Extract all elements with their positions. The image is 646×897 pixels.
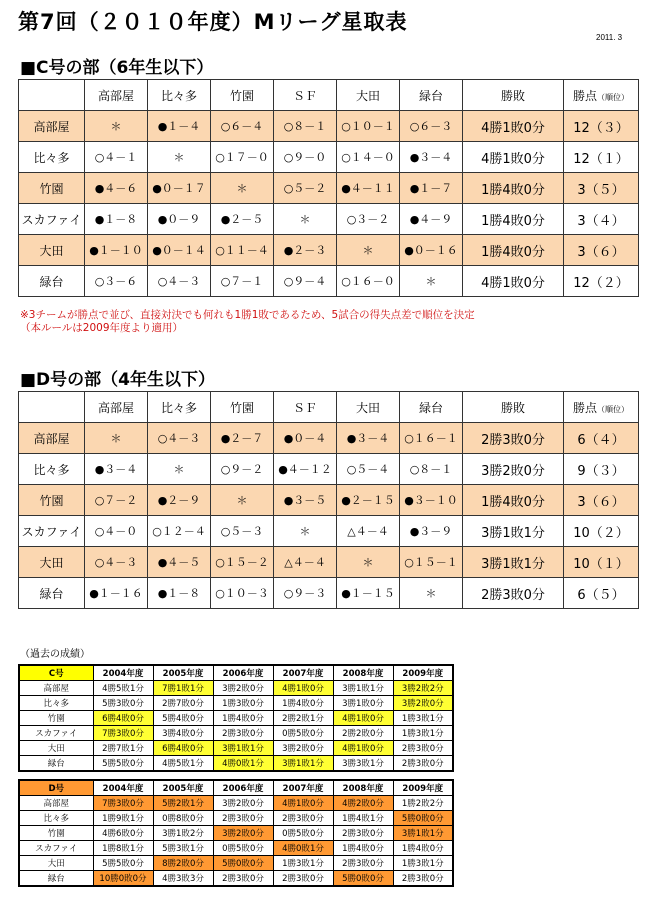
win-loss-record: 1勝4敗0分 — [463, 204, 564, 235]
match-result: ○７－２ — [85, 485, 148, 516]
match-result: ○１２－４ — [148, 516, 211, 547]
match-result: ●０－１７ — [148, 173, 211, 204]
past-record: 2勝3敗0分 — [333, 826, 393, 841]
match-result: ＊ — [274, 204, 337, 235]
year-header: 2004年度 — [93, 665, 153, 681]
column-header: 竹園 — [211, 80, 274, 111]
past-team-row — [19, 841, 453, 856]
column-header: ＳＦ — [274, 80, 337, 111]
past-record: 7勝3敗0分 — [93, 726, 153, 741]
match-result: ●２－３ — [274, 235, 337, 266]
past-results-table-d — [18, 779, 454, 887]
win-loss-record: 2勝3敗0分 — [463, 423, 564, 454]
win-loss-record: 3勝2敗0分 — [463, 454, 564, 485]
past-team-row — [19, 811, 453, 826]
match-result: ○１０－１ — [337, 111, 400, 142]
match-result: ○１５－１ — [400, 547, 463, 578]
past-record: 2勝3敗0分 — [213, 871, 273, 887]
match-result: ○４－３ — [148, 423, 211, 454]
match-result: ●３－５ — [274, 485, 337, 516]
match-result: ●３－４ — [400, 142, 463, 173]
match-result: ＊ — [337, 235, 400, 266]
match-result: ＊ — [211, 173, 274, 204]
past-record: 4勝2敗0分 — [333, 796, 393, 811]
team-row — [19, 454, 639, 485]
win-loss-record: 1勝4敗0分 — [463, 235, 564, 266]
team-name: 高部屋 — [19, 423, 85, 454]
column-header — [564, 392, 639, 423]
past-record: 2勝3敗0分 — [213, 726, 273, 741]
past-record: 3勝1敗1分 — [213, 741, 273, 756]
past-record: 7勝3敗0分 — [93, 796, 153, 811]
past-team-name: スカファイ — [19, 726, 93, 741]
past-record: 2勝3敗0分 — [393, 756, 453, 772]
past-record: 1勝3敗1分 — [393, 711, 453, 726]
division-label: D号 — [19, 780, 93, 796]
past-record: 0勝5敗0分 — [213, 841, 273, 856]
points-rank: 12（３） — [564, 111, 639, 142]
points-rank: 6（５） — [564, 578, 639, 609]
year-header: 2009年度 — [393, 780, 453, 796]
team-row — [19, 547, 639, 578]
match-result: ○４－０ — [85, 516, 148, 547]
match-result: ○１５－２ — [211, 547, 274, 578]
column-header: 比々多 — [148, 80, 211, 111]
past-record: 0勝5敗0分 — [273, 826, 333, 841]
past-team-name: 竹園 — [19, 711, 93, 726]
past-team-name: 大田 — [19, 856, 93, 871]
note-line-2: （本ルールは2009年度より適用） — [20, 322, 184, 334]
past-record: 2勝7敗1分 — [93, 741, 153, 756]
match-result: ●１－１０ — [85, 235, 148, 266]
past-record: 1勝4敗0分 — [213, 711, 273, 726]
team-row — [19, 235, 639, 266]
past-record: 1勝4敗0分 — [273, 696, 333, 711]
past-record: 0勝8敗0分 — [153, 811, 213, 826]
match-result: ●３－９ — [400, 516, 463, 547]
past-record: 1勝4敗0分 — [333, 841, 393, 856]
past-results-heading: （過去の成績） — [20, 649, 90, 660]
team-name: 大田 — [19, 547, 85, 578]
past-record: 3勝2敗0分 — [213, 796, 273, 811]
match-result: ●１－１６ — [85, 578, 148, 609]
match-result: ○９－３ — [274, 578, 337, 609]
past-record: 4勝1敗0分 — [273, 681, 333, 696]
past-team-name: 竹園 — [19, 826, 93, 841]
column-header: 大田 — [337, 80, 400, 111]
match-result: ●２－５ — [211, 204, 274, 235]
match-result: ●１－８ — [85, 204, 148, 235]
points-rank: 3（６） — [564, 485, 639, 516]
column-header: 緑台 — [400, 80, 463, 111]
match-result: ○９－０ — [274, 142, 337, 173]
past-team-row — [19, 856, 453, 871]
past-record: 3勝4敗0分 — [153, 726, 213, 741]
past-record: 5勝3敗0分 — [93, 696, 153, 711]
column-header: ＳＦ — [274, 392, 337, 423]
past-record: 1勝2敗2分 — [393, 796, 453, 811]
match-result: ○１７－０ — [211, 142, 274, 173]
match-result: ●２－１５ — [337, 485, 400, 516]
past-record: 5勝5敗0分 — [93, 856, 153, 871]
past-team-row — [19, 726, 453, 741]
points-rank: 10（２） — [564, 516, 639, 547]
past-record: 4勝1敗0分 — [273, 796, 333, 811]
past-team-row — [19, 756, 453, 772]
past-record: 1勝3敗1分 — [393, 856, 453, 871]
match-result: ＊ — [85, 111, 148, 142]
team-row — [19, 173, 639, 204]
past-record: 1勝3敗1分 — [393, 726, 453, 741]
team-name: 比々多 — [19, 454, 85, 485]
points-rank: 3（５） — [564, 173, 639, 204]
win-loss-record: 4勝1敗0分 — [463, 111, 564, 142]
points-rank: 12（１） — [564, 142, 639, 173]
past-record: 1勝4敗0分 — [393, 841, 453, 856]
year-header: 2005年度 — [153, 665, 213, 681]
league-table-d — [18, 391, 639, 609]
past-team-row — [19, 696, 453, 711]
past-record: 2勝3敗0分 — [213, 811, 273, 826]
match-result: ●０－１６ — [400, 235, 463, 266]
match-result: ●２－７ — [211, 423, 274, 454]
past-record: 7勝1敗1分 — [153, 681, 213, 696]
past-record: 5勝0敗0分 — [213, 856, 273, 871]
past-record: 4勝6敗0分 — [93, 826, 153, 841]
match-result: ○５－２ — [274, 173, 337, 204]
team-name: 比々多 — [19, 142, 85, 173]
past-record: 5勝3敗1分 — [153, 841, 213, 856]
past-record: 4勝3敗3分 — [153, 871, 213, 887]
past-record: 2勝3敗0分 — [393, 871, 453, 887]
date-label: 2011. 3 — [596, 33, 623, 42]
match-result: ○１１－４ — [211, 235, 274, 266]
points-rank: 10（１） — [564, 547, 639, 578]
match-result: △４－４ — [337, 516, 400, 547]
column-header: 高部屋 — [85, 392, 148, 423]
points-header-label: 勝点 — [572, 88, 597, 103]
past-record: 5勝2敗1分 — [153, 796, 213, 811]
past-record: 3勝1敗1分 — [333, 681, 393, 696]
win-loss-record: 1勝4敗0分 — [463, 485, 564, 516]
match-result: ○１４－０ — [337, 142, 400, 173]
win-loss-record: 3勝1敗1分 — [463, 516, 564, 547]
match-result: ●４－１１ — [337, 173, 400, 204]
past-record: 8勝2敗0分 — [153, 856, 213, 871]
match-result: ＊ — [211, 485, 274, 516]
past-record: 5勝0敗0分 — [393, 811, 453, 826]
team-name: 高部屋 — [19, 111, 85, 142]
team-row — [19, 142, 639, 173]
match-result: ○４－３ — [148, 266, 211, 297]
match-result: ●４－６ — [85, 173, 148, 204]
match-result: ●４－１２ — [274, 454, 337, 485]
past-record: 6勝4敗0分 — [153, 741, 213, 756]
section-c-heading: ■C号の部（6年生以下） — [20, 58, 214, 78]
team-row — [19, 111, 639, 142]
past-record: 1勝3敗1分 — [273, 856, 333, 871]
past-header-row — [19, 780, 453, 796]
past-record: 5勝5敗0分 — [93, 756, 153, 772]
match-result: ○７－１ — [211, 266, 274, 297]
team-name: 緑台 — [19, 266, 85, 297]
match-result: ＊ — [400, 578, 463, 609]
past-record: 1勝4敗1分 — [333, 811, 393, 826]
match-result: ○５－３ — [211, 516, 274, 547]
past-team-name: 比々多 — [19, 696, 93, 711]
past-record: 5勝4敗0分 — [153, 711, 213, 726]
past-record: 3勝1敗1分 — [273, 756, 333, 772]
past-record: 4勝0敗1分 — [213, 756, 273, 772]
page-title: 第7回（２０１０年度）Mリーグ星取表 — [18, 10, 408, 34]
rank-header-label: （順位） — [597, 404, 629, 414]
year-header: 2009年度 — [393, 665, 453, 681]
corner-cell — [19, 80, 85, 111]
column-header: 勝敗 — [463, 392, 564, 423]
column-header: 大田 — [337, 392, 400, 423]
match-result: ●１－７ — [400, 173, 463, 204]
past-record: 4勝0敗1分 — [273, 841, 333, 856]
match-result: ＊ — [85, 423, 148, 454]
corner-cell — [19, 392, 85, 423]
match-result: ●１－１５ — [337, 578, 400, 609]
points-rank: 6（４） — [564, 423, 639, 454]
win-loss-record: 3勝1敗1分 — [463, 547, 564, 578]
past-header-row — [19, 665, 453, 681]
match-result: ●２－９ — [148, 485, 211, 516]
past-record: 1勝8敗1分 — [93, 841, 153, 856]
past-record: 0勝5敗0分 — [273, 726, 333, 741]
past-record: 1勝9敗1分 — [93, 811, 153, 826]
league-table-c — [18, 79, 639, 297]
match-result: △４－４ — [274, 547, 337, 578]
team-row — [19, 578, 639, 609]
past-record: 2勝2敗0分 — [333, 726, 393, 741]
year-header: 2007年度 — [273, 780, 333, 796]
team-name: 竹園 — [19, 485, 85, 516]
match-result: ●３－１０ — [400, 485, 463, 516]
team-row — [19, 423, 639, 454]
match-result: ●１－４ — [148, 111, 211, 142]
past-record: 3勝2敗0分 — [273, 741, 333, 756]
team-row — [19, 266, 639, 297]
rank-header-label: （順位） — [597, 92, 629, 102]
year-header: 2004年度 — [93, 780, 153, 796]
past-record: 3勝1敗0分 — [333, 696, 393, 711]
team-row — [19, 516, 639, 547]
team-name: 緑台 — [19, 578, 85, 609]
year-header: 2008年度 — [333, 665, 393, 681]
past-team-name: 緑台 — [19, 871, 93, 887]
team-row — [19, 485, 639, 516]
team-name: スカファイ — [19, 516, 85, 547]
match-result: ＊ — [148, 142, 211, 173]
year-header: 2005年度 — [153, 780, 213, 796]
past-record: 3勝2敗0分 — [393, 696, 453, 711]
team-name: 竹園 — [19, 173, 85, 204]
note-line-1: ※3チームが勝点で並び、直接対決でも何れも1勝1敗であるため、5試合の得失点差で順位を決定 — [20, 309, 475, 321]
past-team-name: 高部屋 — [19, 796, 93, 811]
header-row — [19, 392, 639, 423]
match-result: ○１６－０ — [337, 266, 400, 297]
match-result: ●０－１４ — [148, 235, 211, 266]
past-record: 2勝3敗0分 — [273, 871, 333, 887]
match-result: ＊ — [400, 266, 463, 297]
past-team-row — [19, 826, 453, 841]
team-row — [19, 204, 639, 235]
past-record: 4勝5敗1分 — [153, 756, 213, 772]
tiebreak-note — [20, 309, 475, 335]
match-result: ＊ — [337, 547, 400, 578]
match-result: ●０－４ — [274, 423, 337, 454]
column-header: 勝敗 — [463, 80, 564, 111]
past-team-row — [19, 711, 453, 726]
year-header: 2006年度 — [213, 780, 273, 796]
past-team-row — [19, 741, 453, 756]
match-result: ＊ — [274, 516, 337, 547]
past-record: 2勝3敗0分 — [333, 856, 393, 871]
past-record: 3勝3敗1分 — [333, 756, 393, 772]
past-record: 5勝0敗0分 — [333, 871, 393, 887]
team-name: 大田 — [19, 235, 85, 266]
match-result: ○６－３ — [400, 111, 463, 142]
past-record: 2勝3敗0分 — [273, 811, 333, 826]
match-result: ○３－６ — [85, 266, 148, 297]
year-header: 2008年度 — [333, 780, 393, 796]
match-result: ○１０－３ — [211, 578, 274, 609]
past-team-row — [19, 871, 453, 887]
match-result: ＊ — [148, 454, 211, 485]
past-record: 4勝5敗1分 — [93, 681, 153, 696]
win-loss-record: 1勝4敗0分 — [463, 173, 564, 204]
past-record: 6勝4敗0分 — [93, 711, 153, 726]
past-record: 2勝2敗1分 — [273, 711, 333, 726]
match-result: ○４－１ — [85, 142, 148, 173]
header-row — [19, 80, 639, 111]
match-result: ○４－３ — [85, 547, 148, 578]
past-record: 2勝7敗0分 — [153, 696, 213, 711]
team-name: スカファイ — [19, 204, 85, 235]
past-record: 10勝0敗0分 — [93, 871, 153, 887]
past-team-row — [19, 681, 453, 696]
past-record: 3勝2敗0分 — [213, 826, 273, 841]
column-header: 高部屋 — [85, 80, 148, 111]
points-rank: 12（２） — [564, 266, 639, 297]
past-team-name: 緑台 — [19, 756, 93, 772]
section-d-heading: ■D号の部（4年生以下） — [20, 370, 216, 390]
match-result: ○５－４ — [337, 454, 400, 485]
past-record: 3勝2敗2分 — [393, 681, 453, 696]
year-header: 2006年度 — [213, 665, 273, 681]
column-header: 比々多 — [148, 392, 211, 423]
past-record: 3勝1敗1分 — [393, 826, 453, 841]
points-rank: 3（６） — [564, 235, 639, 266]
match-result: ●３－４ — [337, 423, 400, 454]
win-loss-record: 4勝1敗0分 — [463, 266, 564, 297]
match-result: ●３－４ — [85, 454, 148, 485]
match-result: ○８－１ — [400, 454, 463, 485]
match-result: ○１６－１ — [400, 423, 463, 454]
column-header: 緑台 — [400, 392, 463, 423]
match-result: ○９－４ — [274, 266, 337, 297]
points-rank: 3（４） — [564, 204, 639, 235]
past-record: 4勝1敗0分 — [333, 741, 393, 756]
past-team-name: 比々多 — [19, 811, 93, 826]
match-result: ○９－２ — [211, 454, 274, 485]
division-label: C号 — [19, 665, 93, 681]
match-result: ●０－９ — [148, 204, 211, 235]
past-results-table-c — [18, 664, 454, 772]
match-result: ●４－９ — [400, 204, 463, 235]
year-header: 2007年度 — [273, 665, 333, 681]
match-result: ○３－２ — [337, 204, 400, 235]
column-header: 竹園 — [211, 392, 274, 423]
match-result: ●４－５ — [148, 547, 211, 578]
match-result: ●１－８ — [148, 578, 211, 609]
match-result: ○８－１ — [274, 111, 337, 142]
past-team-row — [19, 796, 453, 811]
past-team-name: 大田 — [19, 741, 93, 756]
column-header — [564, 80, 639, 111]
past-record: 2勝3敗0分 — [393, 741, 453, 756]
past-team-name: 高部屋 — [19, 681, 93, 696]
points-rank: 9（３） — [564, 454, 639, 485]
past-record: 3勝2敗0分 — [213, 681, 273, 696]
past-record: 1勝3敗0分 — [213, 696, 273, 711]
past-team-name: スカファイ — [19, 841, 93, 856]
past-record: 3勝1敗2分 — [153, 826, 213, 841]
win-loss-record: 4勝1敗0分 — [463, 142, 564, 173]
points-header-label: 勝点 — [572, 400, 597, 415]
past-record: 4勝1敗0分 — [333, 711, 393, 726]
win-loss-record: 2勝3敗0分 — [463, 578, 564, 609]
match-result: ○６－４ — [211, 111, 274, 142]
